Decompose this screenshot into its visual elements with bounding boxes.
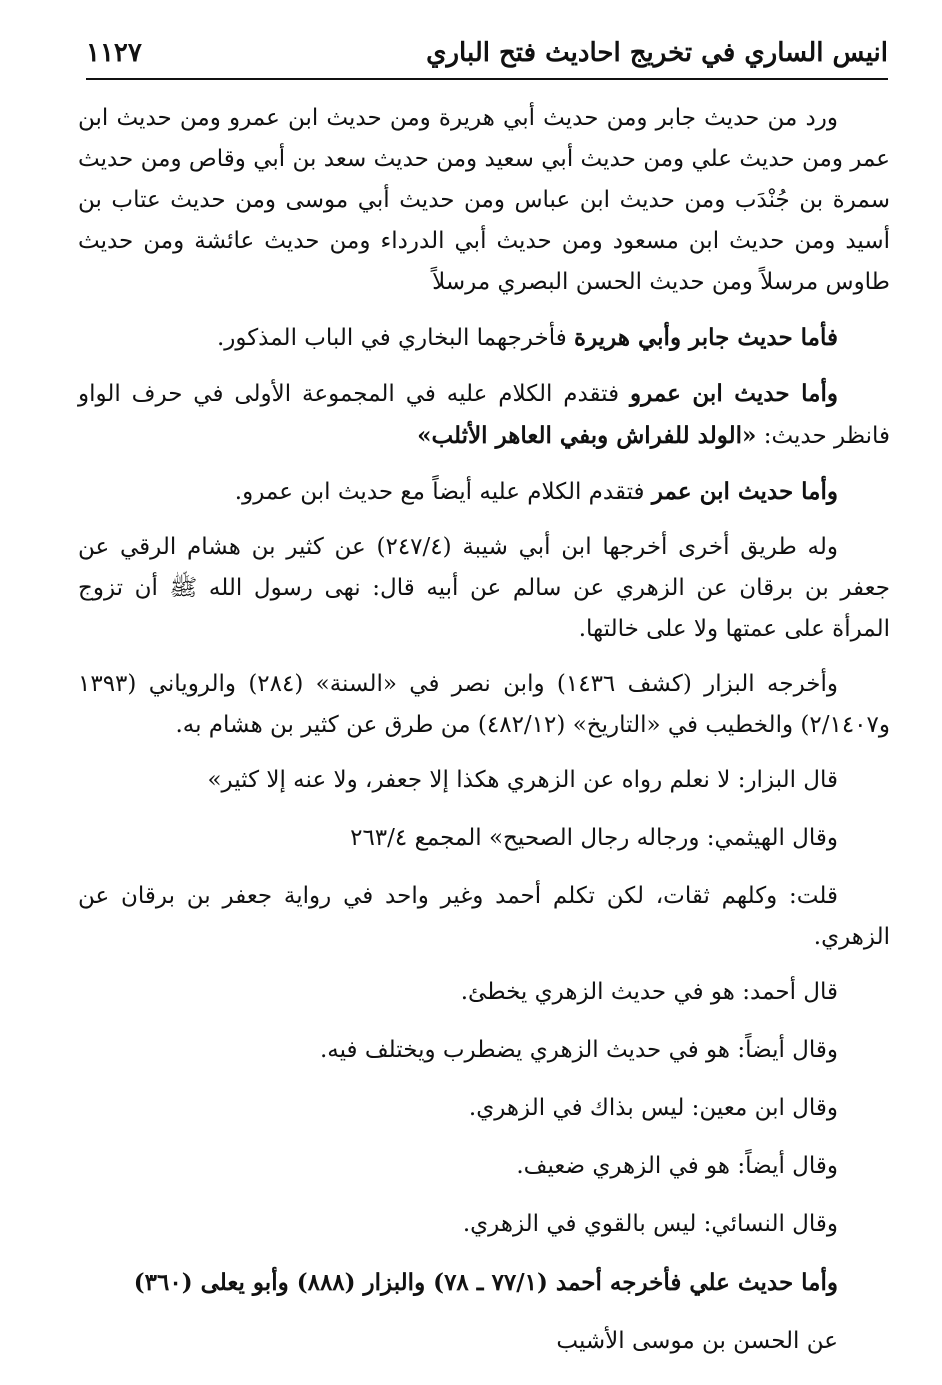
- paragraph-text: وأخرجه البزار (كشف ١٤٣٦) وابن نصر في «السنة» (٢٨٤) والروياني (١٣٩٣ و٢/١٤٠٧) والخطيب في «التاريخ» (٤٨٢/١٢) من طرق عن كثير بن هشام به.: [78, 671, 890, 738]
- paragraph-text: وله طريق أخرى أخرجها ابن أبي شيبة (٢٤٧/٤) عن كثير بن هشام الرقي عن جعفر بن برقان عن الزهري عن سالم عن أبيه قال: نهى رسول الله ﷺ أن تزوج المرأة على عمتها ولا على خالتها.: [78, 534, 890, 642]
- paragraph-qultu: [78, 876, 890, 958]
- paragraph-lead: وأما حديث ابن عمرو: [630, 380, 838, 407]
- paragraph-text: قال البزار: لا نعلم رواه عن الزهري هكذا إلا جعفر، ولا عنه إلا كثير»: [207, 767, 838, 793]
- paragraph-hasan: [78, 1321, 890, 1362]
- paragraph-text: وقال أيضاً: هو في الزهري ضعيف.: [516, 1153, 838, 1179]
- page-header: [86, 34, 888, 80]
- book-title: انيس الساري في تخريج احاديث فتح الباري: [426, 38, 888, 68]
- paragraph-text: وقال الهيثمي: ورجاله رجال الصحيح» المجمع ٢٦٣/٤: [350, 825, 838, 851]
- paragraph-bazzar-said: [78, 760, 890, 801]
- paragraph-ahmad: [78, 972, 890, 1013]
- paragraph-text: فتقدم الكلام عليه في المجموعة الأولى في حرف الواو فانظر حديث:: [78, 381, 890, 449]
- paragraph-text: عن الحسن بن موسى الأشيب: [556, 1328, 838, 1354]
- paragraph-haythami: [78, 818, 890, 859]
- paragraph-other-route: [78, 527, 890, 650]
- paragraph-ibn-umar: [78, 471, 890, 513]
- paragraph-text: وقال أيضاً: هو في حديث الزهري يضطرب ويختلف فيه.: [319, 1037, 838, 1063]
- paragraph-bazzar: [78, 664, 890, 746]
- paragraph-ibn-main-also: [78, 1146, 890, 1187]
- paragraph-nasai: [78, 1204, 890, 1245]
- paragraph-text: وقال ابن معين: ليس بذاك في الزهري.: [468, 1095, 838, 1121]
- hadith-quote: «الولد للفراش وبفي العاهر الأثلب»: [417, 422, 757, 449]
- paragraph-text: قال أحمد: هو في حديث الزهري يخطئ.: [460, 979, 838, 1005]
- paragraph-jabir: [78, 317, 890, 359]
- paragraph-ibn-main: [78, 1088, 890, 1129]
- paragraph-text: قلت: وكلهم ثقات، لكن تكلم أحمد وغير واحد في رواية جعفر بن برقان عن الزهري.: [78, 883, 890, 950]
- paragraph-intro: [78, 98, 890, 303]
- paragraph-ali: [78, 1262, 890, 1304]
- paragraph-text: فأخرجه أحمد (٧٧/١ ـ ٧٨) والبزار (٨٨٨) وأبو يعلى (٣٦٠): [133, 1269, 690, 1296]
- paragraph-ahmad-also: [78, 1030, 890, 1071]
- page-number: ١١٢٧: [86, 38, 142, 68]
- body-text: [78, 98, 890, 1379]
- paragraph-text: وقال النسائي: ليس بالقوي في الزهري.: [462, 1211, 838, 1237]
- paragraph-lead: فأما حديث جابر وأبي هريرة: [574, 324, 838, 351]
- paragraph-text: فأخرجهما البخاري في الباب المذكور.: [216, 325, 575, 351]
- paragraph-ibn-amr: [78, 373, 890, 457]
- paragraph-lead: وأما حديث ابن عمر: [651, 478, 838, 505]
- paragraph-text: فتقدم الكلام عليه أيضاً مع حديث ابن عمرو.: [234, 479, 652, 505]
- paragraph-lead: وأما حديث علي: [689, 1269, 838, 1296]
- paragraph-text: ورد من حديث جابر ومن حديث أبي هريرة ومن حديث ابن عمرو ومن حديث ابن عمر ومن حديث علي ومن حديث أبي سعيد ومن حديث سعد بن أبي وقاص ومن حديث سمرة بن جُنْدَب ومن حديث ابن عباس ومن حديث أبي موسى ومن حديث عتاب بن أسيد ومن حديث ابن مسعود ومن حديث أبي الدرداء ومن حديث عائشة ومن حديث طاوس مرسلاً ومن حديث الحسن البصري مرسلاً: [78, 105, 890, 295]
